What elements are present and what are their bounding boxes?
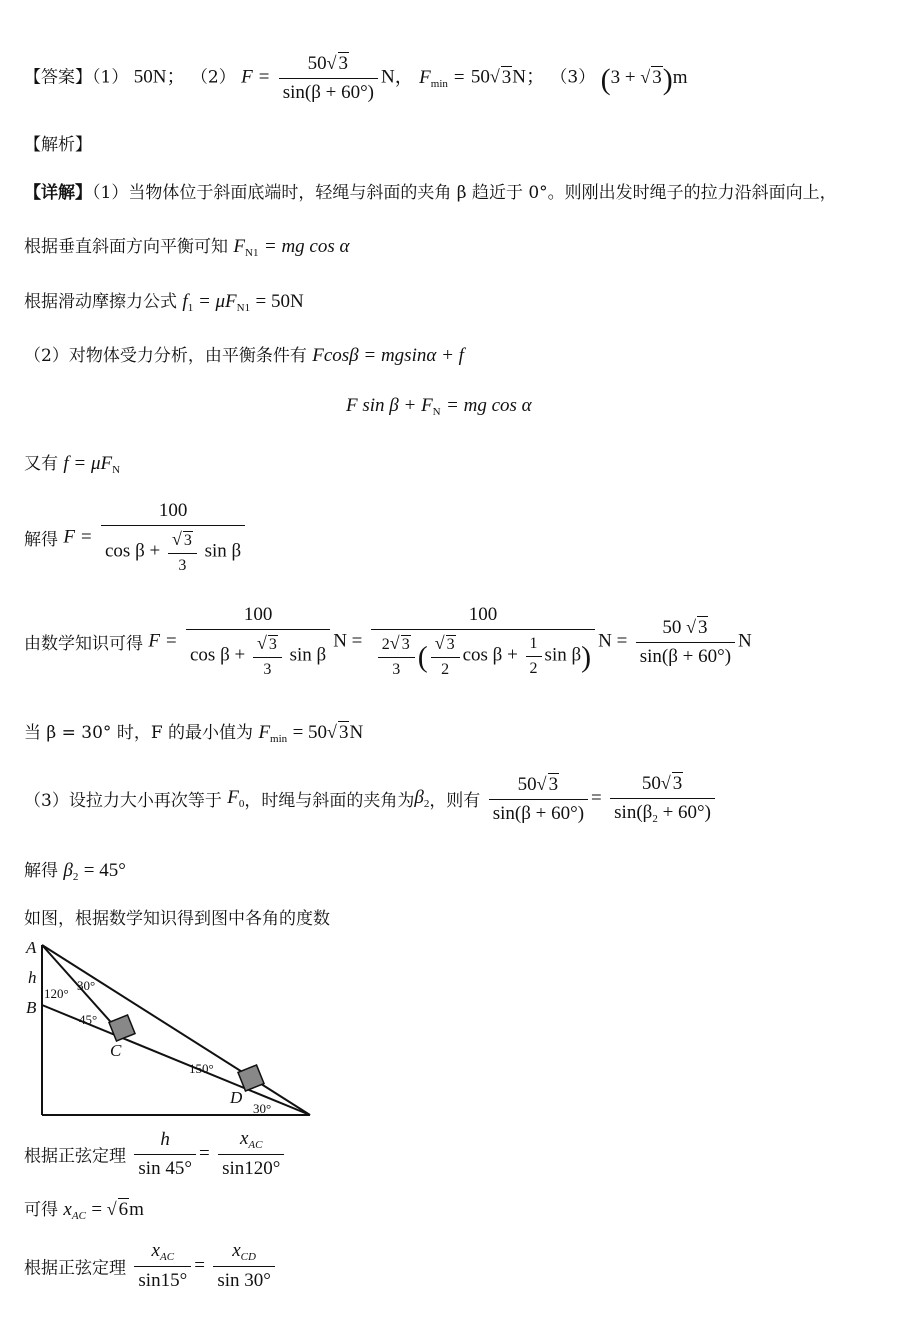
beta2-eq: = 45° <box>83 860 126 881</box>
answer-Fmin: $F_{min}$ = <box>419 66 466 90</box>
figure-caption: 如图，根据数学知识得到图中各角的度数 <box>24 909 330 929</box>
label-B: B <box>26 998 37 1017</box>
answer-F-fraction: $\frac{50√ 3}{\sin(\beta + 60^\circ)}$ <box>279 52 378 104</box>
label-C: C <box>110 1041 122 1060</box>
angle-150: 150° <box>189 1061 214 1076</box>
also-eq: f = μF <box>63 453 113 474</box>
math-fraction-1: 100 cos β + $\frac{√ 3}{3}$ sin β <box>186 604 330 679</box>
min-val: = 50 <box>292 722 328 743</box>
math-fraction-3: $\frac{50 √ 3}{\sin(\beta + 60^\circ)}$ <box>636 616 735 668</box>
triangle-diagram <box>20 935 330 1125</box>
answer-line: 【答案】（1） 50N； （2） F = $\frac{50√ 3}{\sin(\beta + 60^\circ)}$ N， $F_{min} = 50√$ 3N； （3） (3 + √ 3)m <box>24 53 688 103</box>
math-line: 由数学知识可得 F = 100 cos β + $\frac{√ 3}{3}$ sin β N = 100 $\frac{2√ 3}{3}$ ( $\frac{√ 3}{2}$ cos β + $\frac{1}{2}$ sin β) N = $\frac{50 √ 3}{\sin(\beta + 60^\circ)}$ N <box>24 604 752 678</box>
answer-part3-value: (3 + √ 3)m <box>600 62 688 96</box>
centered-equation: F $\sin \beta + F_N$ = mg cos α <box>346 395 532 418</box>
answer-Fmin-value: 50 <box>470 66 490 88</box>
detail-label: 【详解】 <box>24 183 92 203</box>
sine-law-1: 根据正弦定理 $\frac{h}{\sin 45^\circ}$ = $\frac{x_{AC}}{\sin 120^\circ}$ <box>24 1128 287 1180</box>
angle-120: 120° <box>44 986 69 1001</box>
perp-FN1: $F_{N1}$ <box>233 236 259 259</box>
detail-line <box>24 178 837 203</box>
answer-part3-label: （3） <box>550 67 596 88</box>
sine-law-2: 根据正弦定理 $\frac{x_{AC}}{\sin 15^\circ}$ = $\frac{x_{CD}}{\sin 30^\circ}$ <box>24 1240 278 1292</box>
analysis-label: 【解析】 <box>24 135 92 155</box>
detail-text: （1）当物体位于斜面底端时，轻绳与斜面的夹角 β 趋近于 0°。则刚出发时绳子的拉力沿斜面向上， <box>92 183 837 203</box>
angle-45: 45° <box>79 1012 98 1027</box>
part3-text: （3）设拉力大小再次等于 <box>24 791 222 811</box>
label-A: A <box>26 938 37 957</box>
answer-F-symbol: F = <box>241 66 271 88</box>
answer-part1-label: （1） <box>92 67 129 88</box>
answer-part1-value: 50N； <box>133 66 186 88</box>
perp-eq: = mg cos α <box>263 236 350 257</box>
part2-eq: Fcosβ = mgsinα + f <box>312 345 464 366</box>
perp-text: 根据垂直斜面方向平衡可知 <box>24 237 228 257</box>
solve-fraction: 100 cos β + $\frac{√ 3}{3}$ sin β <box>101 500 245 575</box>
angle-30-top: 30° <box>77 978 96 993</box>
incline-AD <box>42 945 310 1115</box>
angle-30-bottom: 30° <box>253 1101 272 1116</box>
answer-label: 【答案】 <box>24 67 92 88</box>
label-D: D <box>230 1088 243 1107</box>
perp-balance-line <box>24 232 349 259</box>
solve-line: 解得 F = 100 cos β + $\frac{√ 3}{3}$ sin β <box>24 500 248 575</box>
friction-lhs: $f_1 = \mu F_{N1}$ <box>182 291 251 314</box>
beta2-line: 解得 $\beta_2 = 45^\circ$ <box>24 860 126 883</box>
friction-line <box>24 287 304 314</box>
part2-line <box>24 341 464 367</box>
solve-text: 解得 <box>24 530 58 550</box>
part3-fraction-2: $\frac{50√ 3}{\sin(\beta_2 + 60^\circ)}$ <box>610 772 715 825</box>
math-text: 由数学知识可得 <box>24 634 143 654</box>
also-line: 又有 $f = \mu F_N$ <box>24 453 121 476</box>
min-line: 当 β = 30° 时，F 的最小值为 $F_{min} = 50√$ 3N <box>24 722 364 745</box>
part2-text: （2）对物体受力分析，由平衡条件有 <box>24 346 307 366</box>
answer-part2-label: （2） <box>190 67 236 88</box>
xac-line: 可得 $x_{AC}$ = √ 6m <box>24 1199 144 1222</box>
math-fraction-2: 100 $\frac{2√ 3}{3}$ ( $\frac{√ 3}{2}$ cos β + $\frac{1}{2}$ sin β) <box>371 604 595 679</box>
part3-fraction-1: $\frac{50√ 3}{\sin(\beta + 60^\circ)}$ <box>489 773 588 825</box>
answer-unit-N: N， <box>381 66 414 88</box>
part3-line: （3）设拉力大小再次等于 $F_0$，时绳与斜面的夹角为$\beta_2$，则有 $\frac{50√ 3}{\sin(\beta + 60^\circ)}$ = $\frac{50√ 3}{\sin(\beta_2 + 60^\circ)}$ <box>24 772 718 825</box>
also-text: 又有 <box>24 454 58 474</box>
friction-eq: = 50N <box>255 291 304 312</box>
min-text: 当 β = 30° 时，F 的最小值为 <box>24 723 254 743</box>
block-C <box>109 1015 135 1041</box>
friction-text: 根据滑动摩擦力公式 <box>24 292 177 312</box>
label-h: h <box>28 968 37 987</box>
